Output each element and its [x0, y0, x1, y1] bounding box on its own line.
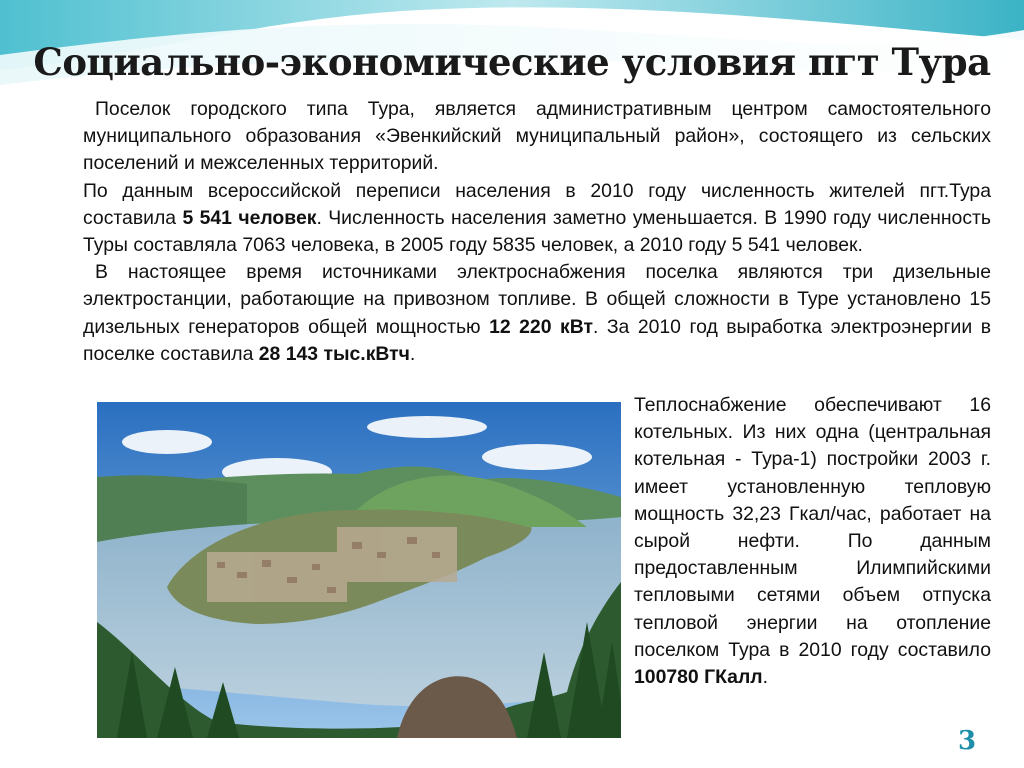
paragraph-administrative	[83, 96, 991, 178]
energy-output-highlight: 28 143 тыс.кВтч	[258, 342, 410, 365]
main-text-block	[83, 96, 991, 368]
heating-text-block	[634, 392, 991, 691]
heating-text: Теплоснабжение обеспечивают 16 котельных. Из них одна (центральная котельная - Тура-1) постройки 2003 г. имеет установленную тепловую мощность 32,23 Гкал/час, работает на сырой нефти. По данным предоставленным Илимпийскими тепловыми сетями объем отпуска тепловой энергии на отопление поселком Тура в 2010 году составило	[634, 394, 991, 661]
paragraph-electricity	[83, 259, 991, 368]
heating-text-end: .	[762, 666, 768, 689]
electricity-text-a: В настоящее время источниками электроснабжения поселка являются три дизельные электростанции, работающие на привозном топливе. В общей сложности в Туре установлено 15 дизельных генераторов общей мощностью	[83, 261, 991, 338]
electricity-text-c: .	[409, 342, 416, 365]
power-capacity-highlight: 12 220 кВт	[489, 315, 593, 338]
paragraph-administrative-text: Поселок городского типа Тура, является административным центром самостоятельного муниципального образования «Эвенкийский муниципальный район», состоящего из сельских поселений и межселенных территорий.	[83, 98, 991, 175]
slide-title: Социально-экономические условия пгт Тура	[33, 40, 991, 84]
population-highlight: 5 541 человек	[182, 206, 317, 229]
page-number: 3	[957, 726, 977, 756]
paragraph-population	[83, 178, 991, 260]
tura-landscape-photo	[97, 402, 621, 738]
population-text-a: По данным всероссийской переписи населения в 2010 году численность жителей пгт.Тура составила	[83, 179, 991, 229]
population-text-b: . Численность населения заметно уменьшается. В 1990 году численность Туры составляла 7063 человека, в 2005 году 5835 человек, а 2010 году 5 541 человек.	[83, 206, 992, 257]
electricity-text-b: . За 2010 год выработка электроэнергии в поселке составила	[83, 315, 991, 365]
heat-energy-highlight: 100780 ГКалл	[634, 666, 763, 689]
